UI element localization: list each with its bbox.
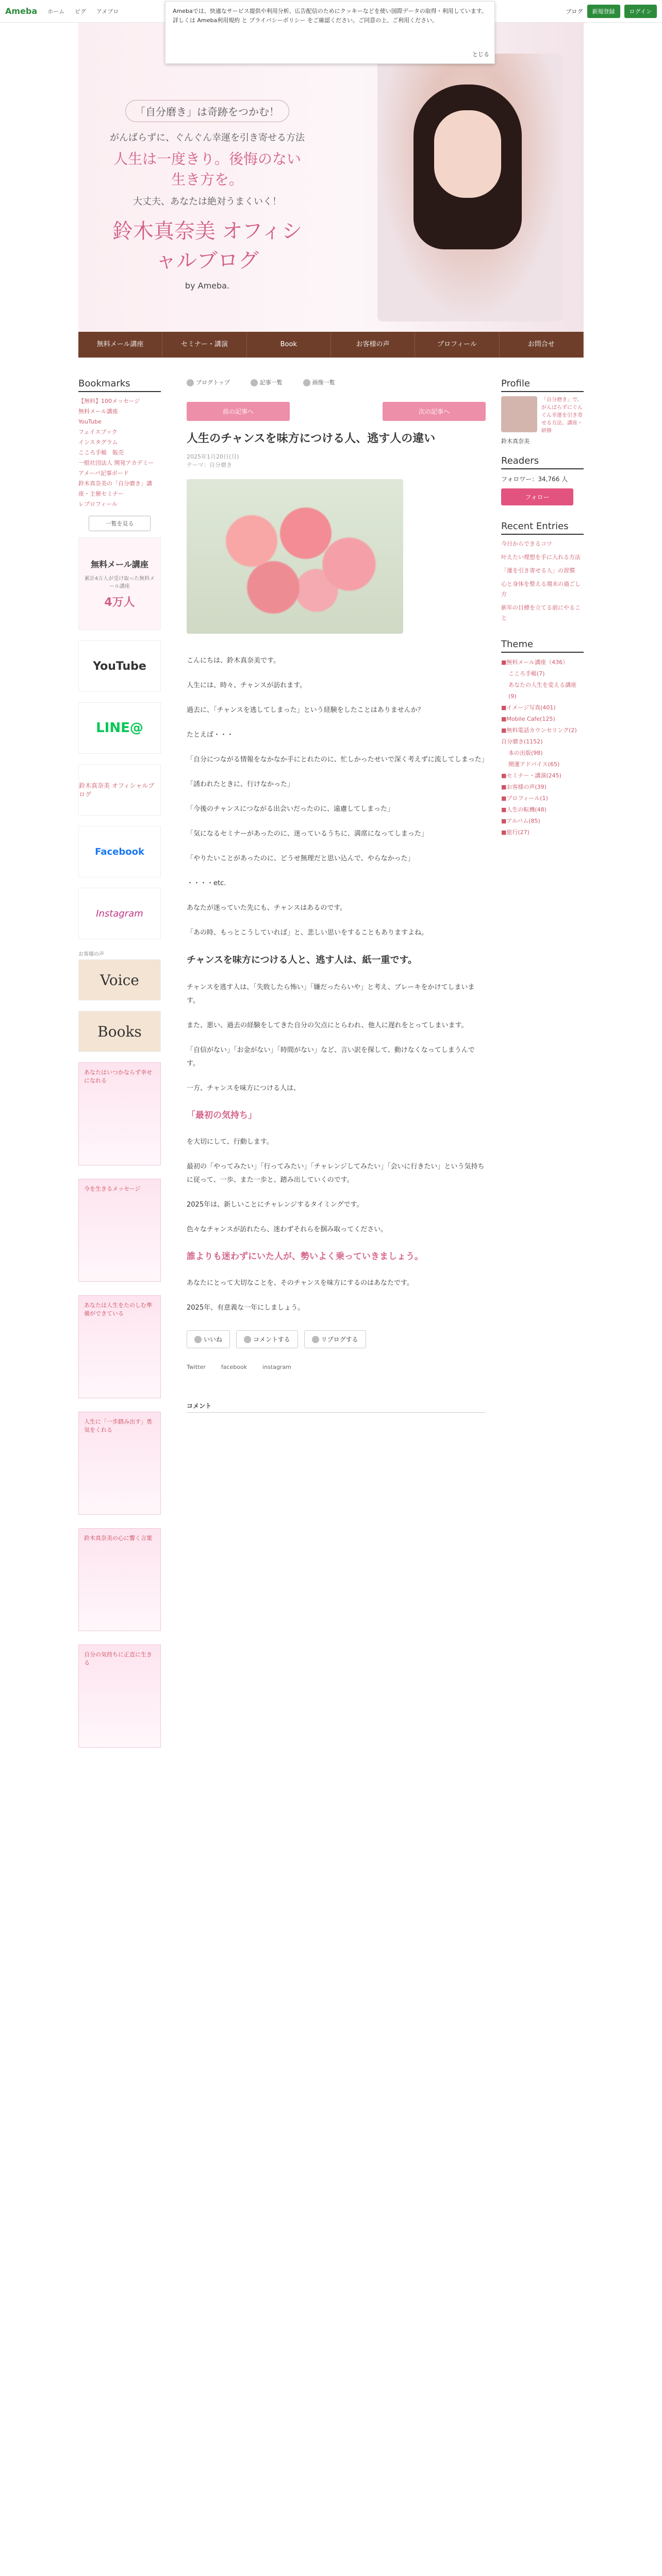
nav-ameblo[interactable]: アメブロ xyxy=(96,8,119,15)
blog-tabs xyxy=(187,378,486,386)
entry-paragraph: ・・・・etc. xyxy=(187,879,226,887)
entry-image-roses xyxy=(187,479,403,634)
promo-book-5[interactable] xyxy=(78,1528,161,1631)
bookmark-item[interactable]: レプロフィール xyxy=(78,501,118,507)
entry-paragraph: チャンスを逃す人は、「失敗したら怖い」「嫌だったらいや」と考え、ブレーキをかけてしまいます。 xyxy=(187,983,475,1005)
entry-paragraph: 人生には、時々、チャンスが訪れます。 xyxy=(187,681,307,689)
bookmark-item[interactable]: こころ手帳 販売 xyxy=(78,449,124,456)
entry-paragraph: 一方、チャンスを味方につける人は、 xyxy=(187,1084,300,1092)
books-text: Books xyxy=(97,1023,142,1040)
catch-line-4: 大丈夫、あなたは絶対うまくいく！ xyxy=(133,196,282,207)
instagram-logo: Instagram xyxy=(96,908,143,919)
theme-item[interactable]: ■アルバム(85) xyxy=(501,818,540,824)
promo-book-6[interactable] xyxy=(78,1645,161,1748)
share-instagram[interactable]: instagram xyxy=(262,1363,291,1370)
entry-paragraph: 色々なチャンスが訪れたら、迷わずそれらを掴み取ってください。 xyxy=(187,1225,388,1233)
bookmark-item[interactable]: 一般社団法人 開発アカデミー xyxy=(78,460,154,466)
gnav-profile[interactable]: プロフィール xyxy=(415,332,499,358)
blog-subtitle: by Ameba. xyxy=(185,281,230,291)
theme-item[interactable]: ■お客様の声(39) xyxy=(501,784,547,790)
promo-text: 鈴木真奈美の心に響く言葉 xyxy=(84,1535,152,1541)
theme-item[interactable]: ■プロフィール(1) xyxy=(501,795,548,802)
bookmark-item[interactable]: アメーバ記事ボード xyxy=(78,470,129,477)
promo-book-4[interactable] xyxy=(78,1412,161,1515)
tab-entry-list[interactable]: 記事一覧 xyxy=(251,378,283,386)
catch-line-2: がんばらずに、ぐんぐん幸運を引き寄せる方法 xyxy=(110,132,305,143)
reblog-icon xyxy=(312,1336,319,1343)
banner-mail-title: 無料メール講座 xyxy=(91,560,148,569)
reblog-button[interactable]: リブログする xyxy=(304,1330,366,1348)
bookmarks-heading: Bookmarks xyxy=(78,378,161,392)
nav-pigg[interactable]: ピグ xyxy=(74,8,86,15)
entry-bullet: 「自分につながる情報をなかなか手にとれたのに、忙しかったせいで深く考えずに流してしまった」 xyxy=(187,755,488,764)
entry-paragraph: を大切にして、行動します。 xyxy=(187,1138,273,1146)
profile-heading: Profile xyxy=(501,378,584,392)
notice-text: Amebaでは、快適なサービス提供や利用分析、広告配信のためにクッキーなどを使い国際データの取得・利用しています。詳しくは Ameba利用規約 と プライバシーポリシー をご確認ください。ご同意の上、ご利用ください。 xyxy=(173,8,487,24)
promo-text: 自分の気持ちに正直に生きる xyxy=(84,1651,152,1666)
entry-paragraph: 過去に、「チャンスを逃してしまった」という経験をしたことはありませんか？ xyxy=(187,706,424,714)
entry-actions xyxy=(187,1330,486,1348)
entry-paragraph: また、悪い、過去の経験をしてきた自分の欠点にとらわれ、他人に遅れをとってしまいます。 xyxy=(187,1021,468,1029)
youtube-logo: YouTube xyxy=(93,659,146,673)
bookmark-list xyxy=(78,396,161,510)
gnav-voice[interactable]: お客様の声 xyxy=(331,332,415,358)
entry-paragraph: こんにちは、鈴木真奈美です。 xyxy=(187,656,280,665)
comment-button[interactable]: コメントする xyxy=(236,1330,298,1348)
banner-books[interactable] xyxy=(78,1011,161,1052)
voice-text: Voice xyxy=(100,971,139,989)
entry-paragraph: 「あの時、もっとこうしていれば」と、悲しい思いをすることもありますよね。 xyxy=(187,928,428,937)
heart-icon xyxy=(194,1336,202,1343)
bookmark-item[interactable]: 鈴木真奈美の「自分磨き」講座・主催セミナー xyxy=(78,480,152,497)
entry-bullet: 「やりたいことがあったのに、どうせ無理だと思い込んで、やらなかった」 xyxy=(187,854,415,862)
next-entry-button[interactable]: 次の記事へ xyxy=(383,402,486,421)
gnav-mail[interactable]: 無料メール講座 xyxy=(78,332,162,358)
blog-title: 鈴木真奈美 オフィシャルブログ xyxy=(112,219,303,273)
entry-bullet: 「誘われたときに、行けなかった」 xyxy=(187,780,294,788)
banner-mail-count: 4万人 xyxy=(104,596,135,609)
entry-bullet: 「気になるセミナーがあったのに、迷っているうちに、満席になってしまった」 xyxy=(187,829,428,838)
theme-item[interactable]: 開運アドバイス(65) xyxy=(508,761,560,768)
gnav-book[interactable]: Book xyxy=(247,332,331,358)
theme-item[interactable]: 本の出版(98) xyxy=(508,750,543,756)
recent-item[interactable]: 叶えたい理想を手に入れる方法 xyxy=(501,554,581,561)
bookmark-item[interactable]: 【無料】100メッセージ xyxy=(78,398,140,404)
image-icon xyxy=(303,379,310,386)
followers-count: フォロワー：34,766 人 xyxy=(501,476,568,483)
comments-heading: コメント xyxy=(187,1401,486,1413)
official-blog-label: 鈴木真奈美 オフィシャルブログ xyxy=(79,782,155,798)
top-nav xyxy=(47,7,127,15)
home-icon xyxy=(187,379,194,386)
entry-paragraph: 最初の「やってみたい」「行ってみたい」「チャレンジしてみたい」「会いに行きたい」という気持ちに従って、一歩、また一歩と、踏み出していくのです。 xyxy=(187,1162,485,1184)
entry-date: 2025年1月20日(月) xyxy=(187,453,239,460)
list-icon xyxy=(251,379,258,386)
comment-icon xyxy=(244,1336,251,1343)
notice-close-button[interactable]: とじる xyxy=(472,51,489,58)
recent-item[interactable]: 新年の目標を立てる前にやること xyxy=(501,604,581,621)
banner-line[interactable] xyxy=(78,702,161,754)
like-button[interactable]: いいね xyxy=(187,1330,230,1348)
entry-theme[interactable]: テーマ：自分磨き xyxy=(187,461,232,468)
bookmarks-more-button[interactable]: 一覧を見る xyxy=(89,516,151,531)
nav-home[interactable]: ホーム xyxy=(47,8,65,15)
recent-item[interactable]: 心と身体を整える週末の過ごし方 xyxy=(501,581,581,598)
theme-heading: Theme xyxy=(501,639,584,653)
facebook-logo: Facebook xyxy=(95,846,144,857)
catch-line-1: 「自分磨き」は奇跡をつかむ！ xyxy=(125,100,289,122)
bookmark-item[interactable]: 無料メール講座 xyxy=(78,408,118,415)
entry-title: 人生のチャンスを味方につける人、逃す人の違い xyxy=(187,432,436,445)
entry-paragraph: たとえば・・・ xyxy=(187,731,234,739)
bookmark-item[interactable]: YouTube xyxy=(78,418,102,425)
header-catchcopy xyxy=(109,100,305,291)
recent-list xyxy=(501,539,584,623)
share-twitter[interactable]: Twitter xyxy=(187,1363,206,1370)
theme-item[interactable]: ■無料メール講座（436） xyxy=(501,659,569,666)
promo-text: あなたは人生をたのしむ準備ができている xyxy=(84,1302,152,1317)
entry-paragraph: 2025年、有意義な一年にしましょう。 xyxy=(187,1303,305,1312)
theme-item[interactable]: あなたの人生を変える講座(9) xyxy=(508,682,576,700)
banner-facebook[interactable] xyxy=(78,826,161,877)
promo-text: 人生に「一歩踏み出す」勇気をくれる xyxy=(84,1418,152,1433)
entry-bullet: 「今後のチャンスにつながる出会いだったのに、遠慮してしまった」 xyxy=(187,805,394,813)
banner-mail-course[interactable] xyxy=(78,537,161,630)
theme-item[interactable]: ■イメージ写真(401) xyxy=(501,704,556,711)
prev-entry-button[interactable]: 前の記事へ xyxy=(187,402,290,421)
main-article xyxy=(187,378,486,1413)
profile-avatar[interactable] xyxy=(501,396,537,432)
theme-item[interactable]: ■旅行(27) xyxy=(501,829,529,836)
recent-item[interactable]: 「運を引き寄せる人」の習慣 xyxy=(501,567,575,574)
profile-name: 鈴木真奈美 xyxy=(501,438,529,445)
entry-paragraph: あなたにとって大切なことを、そのチャンスを味方にするのはあなたです。 xyxy=(187,1279,413,1287)
promo-book-3[interactable] xyxy=(78,1295,161,1398)
banner-mail-sub: 累計4万人が受け取った無料メール講座 xyxy=(84,576,155,589)
tab-image-list[interactable]: 画像一覧 xyxy=(303,378,335,386)
banner-voice[interactable] xyxy=(78,959,161,1001)
left-sidebar xyxy=(78,378,161,1761)
theme-item[interactable]: 自分磨き(1152) xyxy=(501,738,543,745)
tab-blog-top[interactable]: ブログトップ xyxy=(187,378,230,386)
profile-text: 「自分磨き」で、がんばらずにぐんぐん幸運を引き寄せる方法、講座・研修 xyxy=(541,397,583,434)
blog-link[interactable]: ブログ xyxy=(566,8,583,15)
entry-highlight-2: 誰よりも迷わずにいた人が、勢いよく乗っていきましょう。 xyxy=(187,1251,423,1262)
signup-button[interactable]: 新規登録 xyxy=(587,5,620,18)
ameba-logo[interactable]: Ameba xyxy=(5,6,38,16)
promo-book-1[interactable] xyxy=(78,1062,161,1165)
cookie-notice xyxy=(165,1,495,64)
right-sidebar xyxy=(501,378,584,838)
gnav-seminar[interactable]: セミナー・講演 xyxy=(162,332,246,358)
entry-body xyxy=(187,654,486,1315)
theme-item[interactable]: ■Mobile Cafe(125) xyxy=(501,716,555,722)
entry-highlight-1: 「最初の気持ち」 xyxy=(187,1110,257,1121)
entry-heading-chance: チャンスを味方につける人と、逃す人は、紙一重です。 xyxy=(187,954,418,965)
theme-list xyxy=(501,657,584,838)
entry-paragraph: あなたが迷っていた先にも、チャンスはあるのです。 xyxy=(187,904,347,912)
recent-heading: Recent Entries xyxy=(501,521,584,535)
theme-item[interactable]: ■無料電話カウンセリング(2) xyxy=(501,727,577,734)
theme-item[interactable]: ■セミナー・講演(245) xyxy=(501,772,561,779)
login-button[interactable]: ログイン xyxy=(624,5,657,18)
page-layout xyxy=(78,358,584,2576)
line-logo: LINE@ xyxy=(96,720,143,736)
gnav-contact[interactable]: お問合せ xyxy=(500,332,584,358)
entry-meta xyxy=(187,452,486,469)
entry-paragraph: 「自信がない」「お金がない」「時間がない」など、言い訳を探して、動けなくなってしまうんです。 xyxy=(187,1046,475,1067)
blog-header xyxy=(78,23,584,332)
voice-label: お客様の声 xyxy=(78,952,104,957)
author-portrait xyxy=(377,54,563,321)
share-facebook[interactable]: facebook xyxy=(221,1363,247,1370)
share-row xyxy=(187,1364,486,1370)
theme-item[interactable]: こころ手帳(7) xyxy=(508,670,545,677)
pager-top xyxy=(187,402,486,421)
banner-youtube[interactable] xyxy=(78,640,161,692)
follow-button[interactable]: フォロー xyxy=(501,488,573,505)
promo-text: 今を生きるメッセージ xyxy=(84,1185,141,1192)
banner-instagram[interactable] xyxy=(78,888,161,939)
entry-paragraph: 2025年は、新しいことにチャレンジするタイミングです。 xyxy=(187,1200,363,1209)
recent-item[interactable]: 今日からできるコツ xyxy=(501,540,552,547)
theme-item[interactable]: ■人生の転機(48) xyxy=(501,806,547,813)
profile-box xyxy=(501,396,584,445)
portrait-face xyxy=(434,110,501,198)
catch-line-3: 人生は一度きり。後悔のない生き方を。 xyxy=(113,150,301,188)
promo-text: あなたはいつかならず幸せになれる xyxy=(84,1069,152,1084)
promo-book-2[interactable] xyxy=(78,1179,161,1282)
bookmark-item[interactable]: インスタグラム xyxy=(78,439,118,446)
bookmark-item[interactable]: フェイスブック xyxy=(78,429,118,435)
readers-heading: Readers xyxy=(501,455,584,469)
banner-official-blog[interactable] xyxy=(78,764,161,816)
global-nav xyxy=(78,332,584,358)
